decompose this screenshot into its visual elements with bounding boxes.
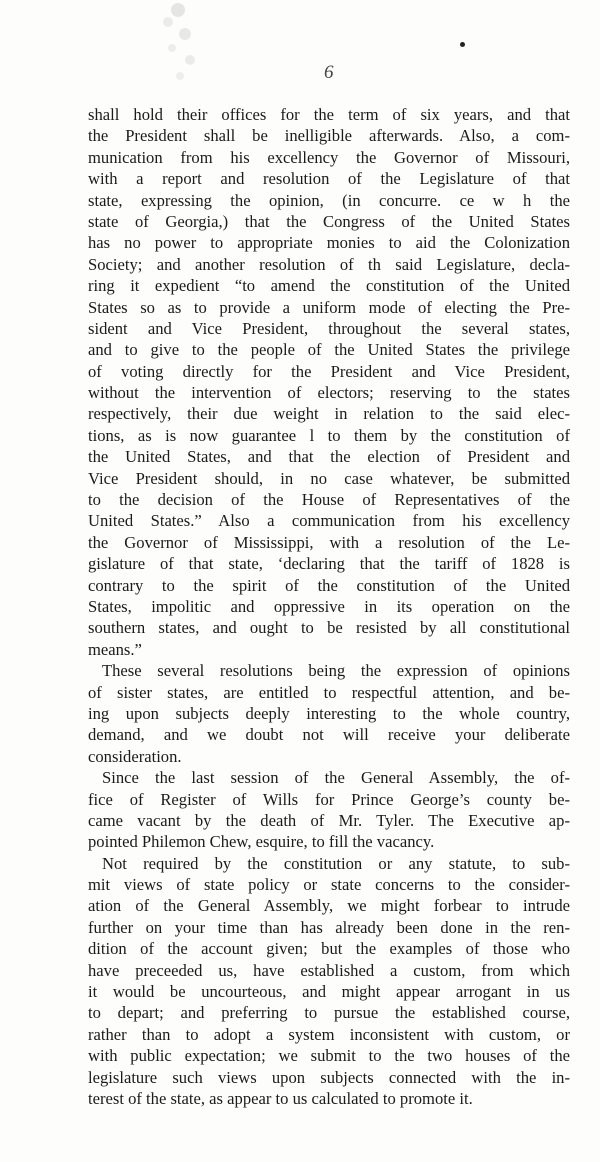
text-line: dition of the account given; but the examples of those who: [88, 939, 570, 959]
text-line: means.”: [88, 639, 142, 659]
text-line: sident and Vice President, throughout the several states,: [88, 318, 570, 338]
text-line: Since the last session of the General Assembly, the of-: [102, 768, 570, 788]
paper-stain-mark: [150, 0, 210, 90]
body-text: [88, 104, 570, 1109]
text-line: consideration.: [88, 746, 182, 766]
text-line: with a report and resolution of the Legislature of that: [88, 169, 570, 189]
text-line: with public expectation; we submit to the two houses of the: [88, 1046, 570, 1066]
text-line: respectively, their due weight in relation to the said elec-: [88, 404, 570, 424]
paragraph: [88, 660, 570, 767]
text-line: Not required by the constitution or any statute, to sub-: [102, 853, 570, 873]
text-line: Society; and another resolution of th said Legislature, decla-: [88, 254, 570, 274]
text-line: States, impolitic and oppressive in its operation on the: [88, 596, 570, 616]
text-line: contrary to the spirit of the constitution of the United: [88, 575, 570, 595]
text-line: came vacant by the death of Mr. Tyler. The Executive ap-: [88, 810, 570, 830]
text-line: gislature of that state, ‘declaring that the tariff of 1828 is: [88, 554, 570, 574]
ink-speck: [460, 42, 465, 47]
text-line: to the decision of the House of Representatives of the: [88, 490, 570, 510]
text-line: of voting directly for the President and Vice President,: [88, 361, 570, 381]
text-line: have preceeded us, have established a custom, from which: [88, 960, 570, 980]
text-line: to depart; and preferring to pursue the established course,: [88, 1003, 570, 1023]
text-line: rather than to adopt a system inconsistent with custom, or: [88, 1024, 570, 1044]
page-number: 6: [324, 62, 334, 83]
text-line: it would be uncourteous, and might appear arrogant in us: [88, 982, 570, 1002]
text-line: legislature such views upon subjects connected with the in-: [88, 1067, 570, 1087]
text-line: ing upon subjects deeply interesting to the whole country,: [88, 703, 570, 723]
text-line: has no power to appropriate monies to aid the Colonization: [88, 233, 570, 253]
text-line: of sister states, are entitled to respectful attention, and be-: [88, 682, 570, 702]
text-line: without the intervention of electors; reserving to the states: [88, 383, 570, 403]
text-line: pointed Philemon Chew, esquire, to fill the vacancy.: [88, 832, 435, 852]
text-line: further on your time than has already been done in the ren-: [88, 917, 570, 937]
text-line: States so as to provide a uniform mode of electing the Pre-: [88, 297, 570, 317]
text-line: tions, as is now guarantee l to them by the constitution of: [88, 425, 570, 445]
text-line: and to give to the people of the United States the privilege: [88, 340, 570, 360]
text-line: southern states, and ought to be resisted by all constitutional: [88, 618, 570, 638]
paragraph: [88, 853, 570, 1110]
text-line: fice of Register of Wills for Prince George’s county be-: [88, 789, 570, 809]
text-line: the President shall be inelligible afterwards. Also, a com-: [88, 126, 570, 146]
text-line: state, expressing the opinion, (in concurre. ce w h the: [88, 190, 570, 210]
text-line: ring it expedient “to amend the constitution of the United: [88, 276, 570, 296]
text-line: United States.” Also a communication from his excellency: [88, 511, 570, 531]
text-line: These several resolutions being the expression of opinions: [102, 661, 570, 681]
paragraph: [88, 104, 570, 660]
text-line: mit views of state policy or state concerns to the consider-: [88, 875, 570, 895]
text-line: state of Georgia,) that the Congress of the United States: [88, 211, 570, 231]
text-line: ation of the General Assembly, we might forbear to intrude: [88, 896, 570, 916]
text-line: demand, and we doubt not will receive your deliberate: [88, 725, 570, 745]
paragraph: [88, 767, 570, 853]
text-line: munication from his excellency the Governor of Missouri,: [88, 147, 570, 167]
text-line: the Governor of Mississippi, with a resolution of the Le-: [88, 532, 570, 552]
text-line: the United States, and that the election of President and: [88, 447, 570, 467]
text-line: terest of the state, as appear to us calculated to promote it.: [88, 1088, 473, 1108]
text-line: shall hold their offices for the term of six years, and that: [88, 105, 570, 124]
text-line: Vice President should, in no case whatever, be submitted: [88, 468, 570, 488]
